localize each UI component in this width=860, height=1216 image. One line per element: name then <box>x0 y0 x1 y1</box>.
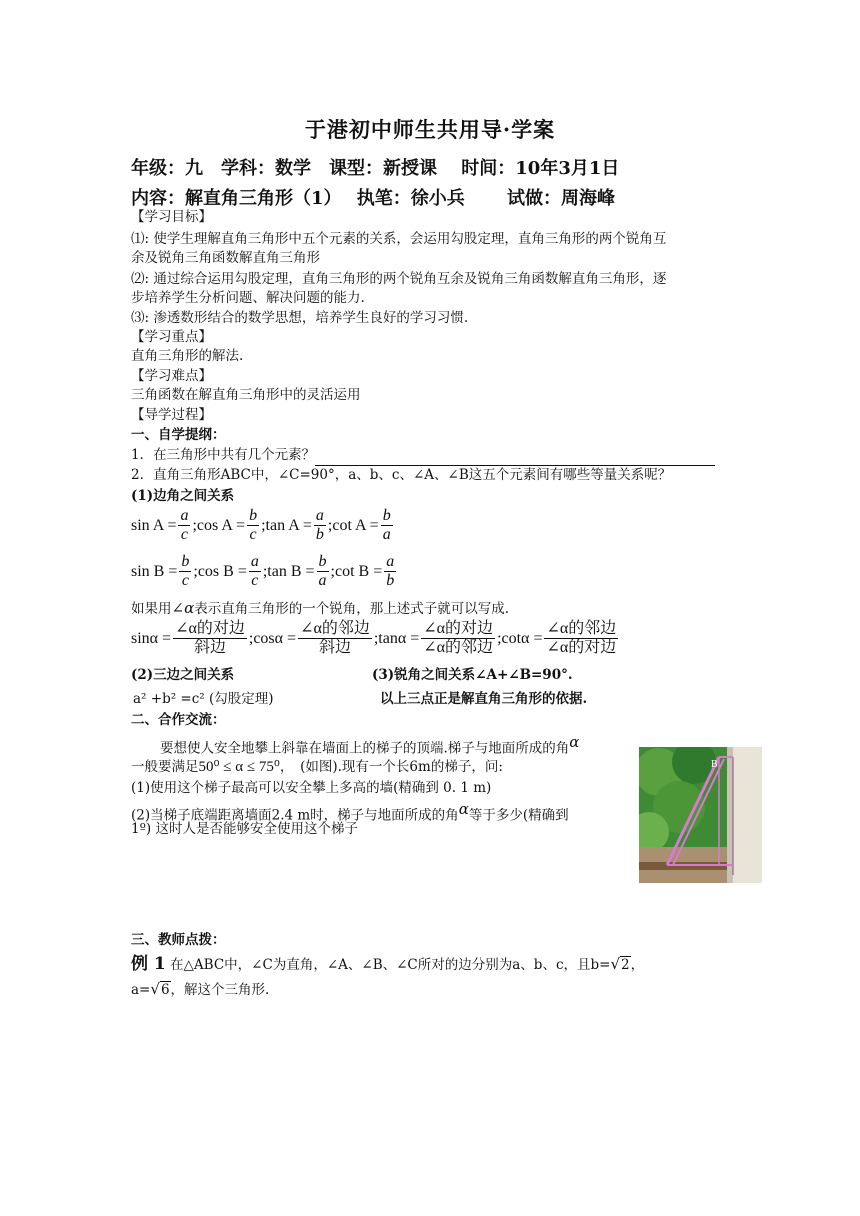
process-heading: 【导学过程】 <box>131 407 212 423</box>
alpha-symbol: α <box>458 800 469 818</box>
cos-alpha-label: ;cosα = <box>248 629 297 647</box>
cooperation-para-1: 要想使人安全地攀上斜靠在墙面上的梯子的顶端.梯子与地面所成的角α <box>160 733 580 757</box>
frac-adj-over-opp: $\frac{\text{∠α的邻边}}{\text{∠α的对边}}$ <box>546 620 617 656</box>
question-2: 2．直角三角形ABC中，∠C=90°，a、b、c、∠A、∠B这五个元素间有哪些等量关系呢？ <box>131 467 672 483</box>
page-title: 于港初中师生共用导·学案 <box>304 117 556 142</box>
photo-point-b: B <box>711 759 718 770</box>
tan-alpha-label: ;tanα = <box>373 629 420 647</box>
sqrt-6: 6 <box>160 982 170 998</box>
cos-b-label: ;cos B = <box>193 562 247 580</box>
frac-a-over-b: $\frac{a}{b}$ <box>386 553 395 589</box>
formula-row-a <box>131 507 395 544</box>
objective-3: ⑶: 渗透数形结合的数学思想，培养学生良好的学习习惯. <box>131 310 469 326</box>
frac-b-over-a: $\frac{b}{a}$ <box>318 553 327 589</box>
objective-1-cont: 余及锐角三角函数解直角三角形 <box>131 250 320 266</box>
cooperation-q2-cont: 1º) 这时人是否能够安全使用这个梯子 <box>131 821 358 837</box>
subsection-side-angle: (1)边角之间关系 <box>131 488 235 504</box>
tan-a-label: ;tan A = <box>261 516 312 534</box>
section-1-heading: 一、自学提纲： <box>131 427 226 443</box>
subsection-acute-angles: (3)锐角之间关系∠A+∠B=90°. <box>372 667 573 683</box>
alpha-symbol: ∠α <box>171 599 195 617</box>
frac-b-over-a: $\frac{b}{a}$ <box>382 507 391 543</box>
sin-alpha-label: sinα = <box>131 629 172 647</box>
example-1-line-1: 例 1 在△ABC中，∠C为直角，∠A、∠B、∠C所对的边分别为a、b、c，且b=√2， <box>131 954 645 974</box>
objectives-heading: 【学习目标】 <box>131 209 212 225</box>
focus-text: 直角三角形的解法. <box>131 348 244 364</box>
cot-a-label: ;cot A = <box>327 516 379 534</box>
tan-b-label: ;tan B = <box>262 562 315 580</box>
ladder-photo <box>639 747 762 883</box>
sin-b-label: sin B = <box>131 562 178 580</box>
alpha-note: 如果用∠α表示直角三角形的一个锐角，那上述式子就可以写成. <box>131 599 509 617</box>
cooperation-q2: (2)当梯子底端距离墙面2.4 m时，梯子与地面所成的角α等于多少(精确到 <box>131 800 569 824</box>
cos-a-label: ;cos A = <box>192 516 246 534</box>
formula-row-b <box>131 553 398 590</box>
header-author-line: 内容：解直角三角形（1） 执笔：徐小兵 试做：周海峰 <box>131 188 616 209</box>
frac-opp-over-hyp: $\frac{\text{∠α的对边}}{\text{斜边}}$ <box>175 620 245 656</box>
cot-alpha-label: ;cotα = <box>497 629 543 647</box>
basis-note: 以上三点正是解直角三角形的依据. <box>380 691 588 707</box>
frac-a-over-b: $\frac{a}{b}$ <box>315 507 324 543</box>
subsection-three-sides: (2)三边之间关系 <box>131 667 235 683</box>
formula-row-alpha <box>131 620 620 657</box>
ladder-illustration <box>639 747 762 883</box>
cot-b-label: ;cot B = <box>330 562 383 580</box>
objective-2: ⑵: 通过综合运用勾股定理，直角三角形的两个锐角互余及锐角三角函数解直角三角形，逐 <box>131 271 667 287</box>
frac-a-over-c: $\frac{a}{c}$ <box>250 553 259 589</box>
frac-opp-over-adj: $\frac{\text{∠α的对边}}{\text{∠α的邻边}}$ <box>423 620 494 656</box>
frac-b-over-c: $\frac{b}{c}$ <box>249 507 258 543</box>
section-2-heading: 二、合作交流： <box>131 712 226 728</box>
example-label: 例 1 <box>131 954 166 974</box>
difficulty-text: 三角函数在解直角三角形中的灵活运用 <box>131 387 361 403</box>
frac-b-over-c: $\frac{b}{c}$ <box>181 553 190 589</box>
question-1 <box>131 444 715 466</box>
frac-a-over-c: $\frac{a}{c}$ <box>180 507 189 543</box>
frac-adj-over-hyp: $\frac{\text{∠α的邻边}}{\text{斜边}}$ <box>300 620 370 656</box>
header-info-line: 年级：九 学科：数学 课型：新授课 时间：10年3月1日 <box>131 158 620 179</box>
focus-heading: 【学习重点】 <box>131 329 212 345</box>
alpha-symbol: α <box>569 733 580 751</box>
pythagorean-theorem: a² +b² =c² (勾股定理) <box>133 691 274 707</box>
question-1-text: 1．在三角形中共有几个元素？ <box>131 447 316 463</box>
cooperation-q1: (1)使用这个梯子最高可以安全攀上多高的墙(精确到 0. 1 m) <box>131 780 492 796</box>
cooperation-para-2: 一般要满足50⁰ ≤ α ≤ 75⁰， (如图).现有一个长6m的梯子，问: <box>131 759 503 775</box>
sqrt-2: 2 <box>621 957 630 973</box>
objective-2-cont: 步培养学生分析问题、解决问题的能力. <box>131 290 365 306</box>
objective-1: ⑴: 使学生理解直角三角形中五个元素的关系，会运用勾股定理，直角三角形的两个锐角互 <box>131 231 667 247</box>
angle-range: 50⁰ ≤ α ≤ 75⁰ <box>198 759 280 775</box>
example-1-line-2: a=√6，解这个三角形. <box>131 978 269 1001</box>
difficulty-heading: 【学习难点】 <box>131 368 212 384</box>
sin-a-label: sin A = <box>131 516 177 534</box>
section-3-heading: 三、教师点拨： <box>131 932 226 948</box>
